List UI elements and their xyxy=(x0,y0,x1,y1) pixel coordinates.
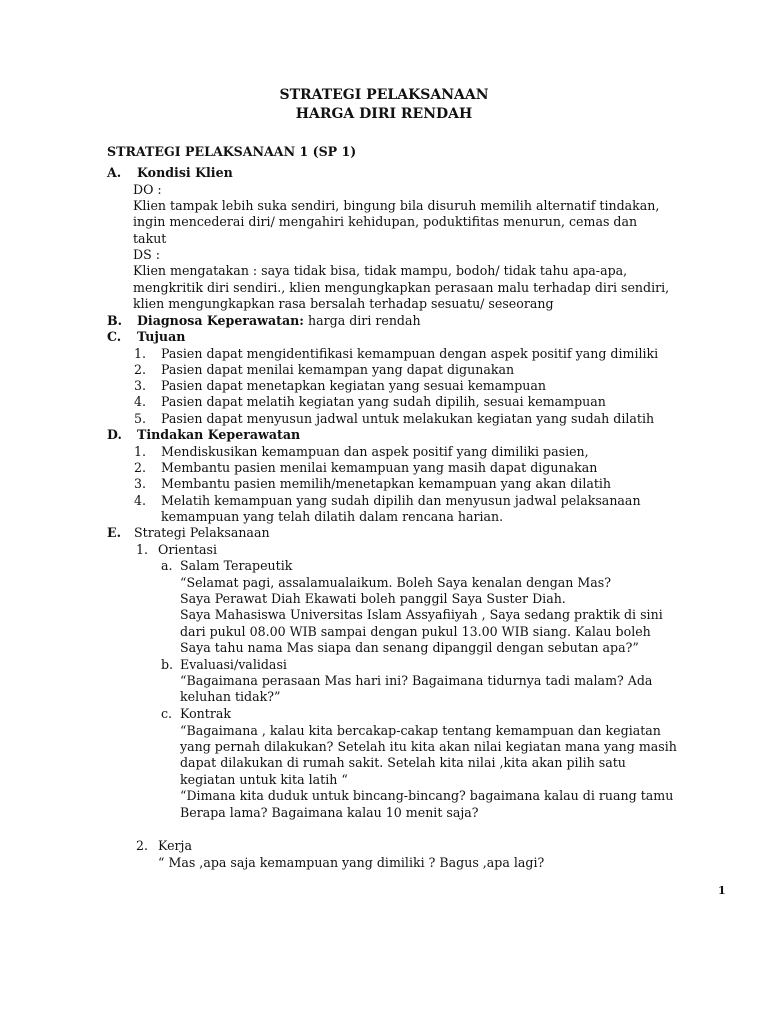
section-d-heading: Tindakan Keperawatan xyxy=(137,427,301,442)
orientasi-num: 1. xyxy=(136,542,149,557)
list-item-num: 2. xyxy=(134,362,147,377)
section-a-marker: A. xyxy=(107,165,122,180)
list-item-num: 3. xyxy=(134,378,147,393)
do-line: Klien tampak lebih suka sendiri, bingung bila disuruh memilih alternatif tindakan, xyxy=(133,198,660,213)
dialog-line: “Dimana kita duduk untuk bincang-bincang? bagaimana kalau di ruang tamu xyxy=(180,788,674,803)
section-c-heading: Tujuan xyxy=(137,329,186,344)
list-item: Membantu pasien menilai kemampuan yang masih dapat digunakan xyxy=(161,460,598,475)
list-item: Pasien dapat menetapkan kegiatan yang sesuai kemampuan xyxy=(161,378,546,393)
kerja-label: Kerja xyxy=(158,838,192,853)
section-c-marker: C. xyxy=(107,329,122,344)
doc-title-line1: STRATEGI PELAKSANAAN xyxy=(279,87,489,103)
sub-c-label: Kontrak xyxy=(180,706,231,721)
sub-c-marker: c. xyxy=(161,706,173,721)
dialog-line: keluhan tidak?” xyxy=(180,689,281,704)
do-label: DO : xyxy=(133,182,162,197)
kerja-num: 2. xyxy=(136,838,149,853)
list-item-continuation: kemampuan yang telah dilatih dalam rencana harian. xyxy=(161,509,504,524)
ds-line: Klien mengatakan : saya tidak bisa, tidak mampu, bodoh/ tidak tahu apa-apa, xyxy=(133,263,628,278)
sub-b-label: Evaluasi/validasi xyxy=(180,657,287,672)
dialog-line: Saya Perawat Diah Ekawati boleh panggil Saya Suster Diah. xyxy=(180,591,566,606)
list-item: Mendiskusikan kemampuan dan aspek positif yang dimiliki pasien, xyxy=(161,444,589,459)
section-a-heading: Kondisi Klien xyxy=(137,165,233,180)
list-item: Membantu pasien memilih/menetapkan kemampuan yang akan dilatih xyxy=(161,476,612,491)
list-item-num: 5. xyxy=(134,411,147,426)
dialog-line: Saya Mahasiswa Universitas Islam Assyafiiyah , Saya sedang praktik di sini xyxy=(180,607,663,622)
dialog-line: dari pukul 08.00 WIB sampai dengan pukul 13.00 WIB siang. Kalau boleh xyxy=(180,624,651,639)
list-item: Pasien dapat mengidentifikasi kemampuan dengan aspek positif yang dimiliki xyxy=(161,346,659,361)
page-number: 1 xyxy=(718,884,726,897)
sub-a-label: Salam Terapeutik xyxy=(180,558,293,573)
section-d-marker: D. xyxy=(107,427,122,442)
dialog-line: “ Mas ,apa saja kemampuan yang dimiliki ? Bagus ,apa lagi? xyxy=(158,855,545,870)
list-item-num: 2. xyxy=(134,460,147,475)
dialog-line: yang pernah dilakukan? Setelah itu kita akan nilai kegiatan mana yang masih xyxy=(180,739,677,754)
sub-b-marker: b. xyxy=(161,657,174,672)
dialog-line: “Selamat pagi, assalamualaikum. Boleh Saya kenalan dengan Mas? xyxy=(180,575,612,590)
dialog-line: Saya tahu nama Mas siapa dan senang dipanggil dengan sebutan apa?” xyxy=(180,640,639,655)
ds-label: DS : xyxy=(133,247,160,262)
sub-a-marker: a. xyxy=(161,558,173,573)
list-item-num: 1. xyxy=(134,444,147,459)
dialog-line: kegiatan untuk kita latih “ xyxy=(180,772,348,787)
dialog-line: dapat dilakukan di rumah sakit. Setelah kita nilai ,kita akan pilih satu xyxy=(180,755,626,770)
list-item: Melatih kemampuan yang sudah dipilih dan menyusun jadwal pelaksanaan xyxy=(161,493,641,508)
list-item-num: 4. xyxy=(134,394,147,409)
dialog-line: “Bagaimana perasaan Mas hari ini? Bagaimana tidurnya tadi malam? Ada xyxy=(180,673,653,688)
section-e-heading: Strategi Pelaksanaan xyxy=(134,525,270,540)
orientasi-label: Orientasi xyxy=(158,542,217,557)
ds-line: mengkritik diri sendiri., klien mengungkapkan perasaan malu terhadap diri sendiri, xyxy=(133,280,670,295)
dialog-line: Berapa lama? Bagaimana kalau 10 menit saja? xyxy=(180,805,479,820)
section-b-marker: B. xyxy=(107,313,123,328)
list-item: Pasien dapat melatih kegiatan yang sudah dipilih, sesuai kemampuan xyxy=(161,394,606,409)
list-item-num: 3. xyxy=(134,476,147,491)
section-b-heading: Diagnosa Keperawatan: xyxy=(137,313,304,328)
doc-title-line2: HARGA DIRI RENDAH xyxy=(295,106,473,122)
sp-heading: STRATEGI PELAKSANAAN 1 (SP 1) xyxy=(107,144,357,159)
do-line: takut xyxy=(133,231,167,246)
do-line: ingin mencederai diri/ mengahiri kehidupan, poduktifitas menurun, cemas dan xyxy=(133,214,638,229)
ds-line: klien mengungkapkan rasa bersalah terhadap sesuatu/ seseorang xyxy=(133,296,554,311)
list-item: Pasien dapat menyusun jadwal untuk melakukan kegiatan yang sudah dilatih xyxy=(161,411,655,426)
list-item-num: 1. xyxy=(134,346,147,361)
section-e-marker: E. xyxy=(107,525,121,540)
list-item-num: 4. xyxy=(134,493,147,508)
dialog-line: “Bagaimana , kalau kita bercakap-cakap tentang kemampuan dan kegiatan xyxy=(180,723,661,738)
section-b-value: harga diri rendah xyxy=(308,313,421,328)
list-item: Pasien dapat menilai kemampan yang dapat digunakan xyxy=(161,362,515,377)
